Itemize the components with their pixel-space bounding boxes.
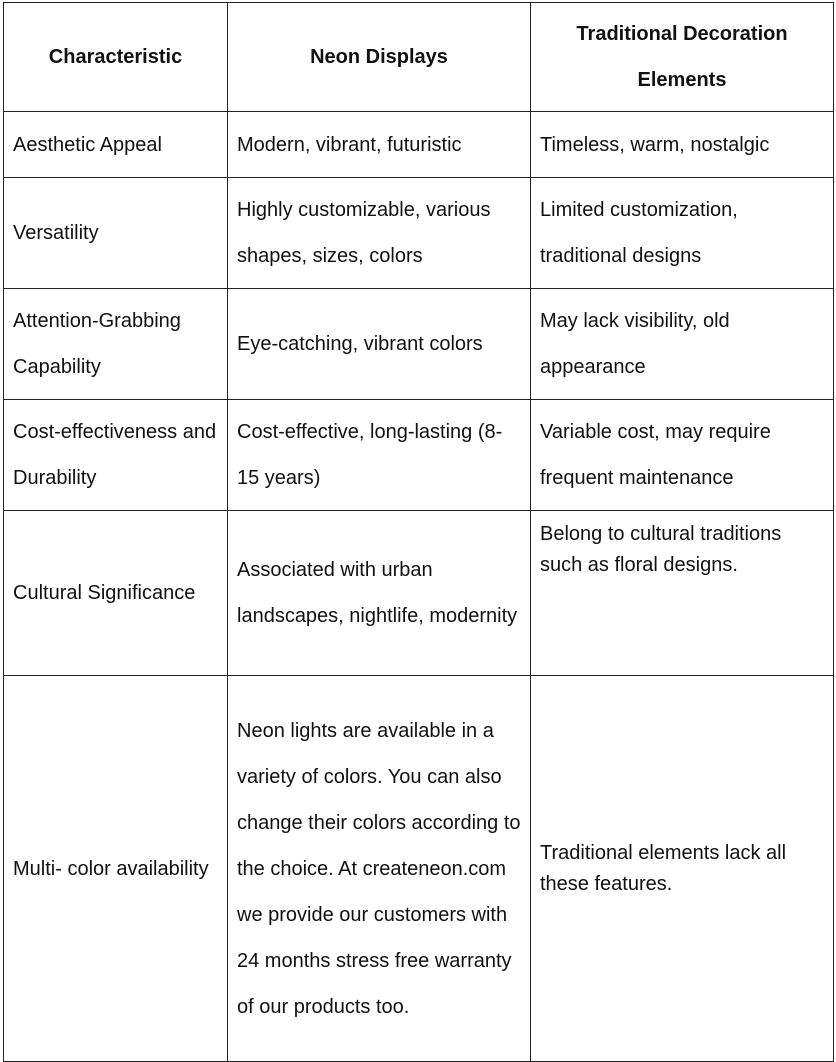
neon-cell: Eye-catching, vibrant colors [228,289,531,400]
comparison-table [3,2,834,1062]
row-label: Versatility [4,178,228,289]
table-row [4,178,834,289]
row-label: Cultural Significance [4,511,228,676]
traditional-cell: May lack visibility, old appearance [531,289,834,400]
table-row [4,112,834,178]
header-neon-displays: Neon Displays [228,3,531,112]
table-row [4,511,834,676]
traditional-cell: Timeless, warm, nostalgic [531,112,834,178]
row-label: Multi- color availability [4,676,228,1062]
traditional-cell: Limited customization, traditional designs [531,178,834,289]
neon-cell: Neon lights are available in a variety of colors. You can also change their colors according to the choice. At createneon.com we provide our customers with 24 months stress free warranty of our products too. [228,676,531,1062]
table-row [4,676,834,1062]
traditional-cell: Variable cost, may require frequent maintenance [531,400,834,511]
row-label: Cost-effectiveness and Durability [4,400,228,511]
row-label: Attention-Grabbing Capability [4,289,228,400]
table-row [4,400,834,511]
header-characteristic: Characteristic [4,3,228,112]
row-label: Aesthetic Appeal [4,112,228,178]
neon-cell: Cost-effective, long-lasting (8-15 years) [228,400,531,511]
traditional-cell: Traditional elements lack all these features. [531,676,834,1062]
neon-cell: Modern, vibrant, futuristic [228,112,531,178]
neon-cell: Associated with urban landscapes, nightlife, modernity [228,511,531,676]
neon-cell: Highly customizable, various shapes, sizes, colors [228,178,531,289]
table-header-row [4,3,834,112]
header-traditional-decoration: Traditional Decoration Elements [531,3,834,112]
table-row [4,289,834,400]
traditional-cell: Belong to cultural traditions such as floral designs. [531,511,834,676]
